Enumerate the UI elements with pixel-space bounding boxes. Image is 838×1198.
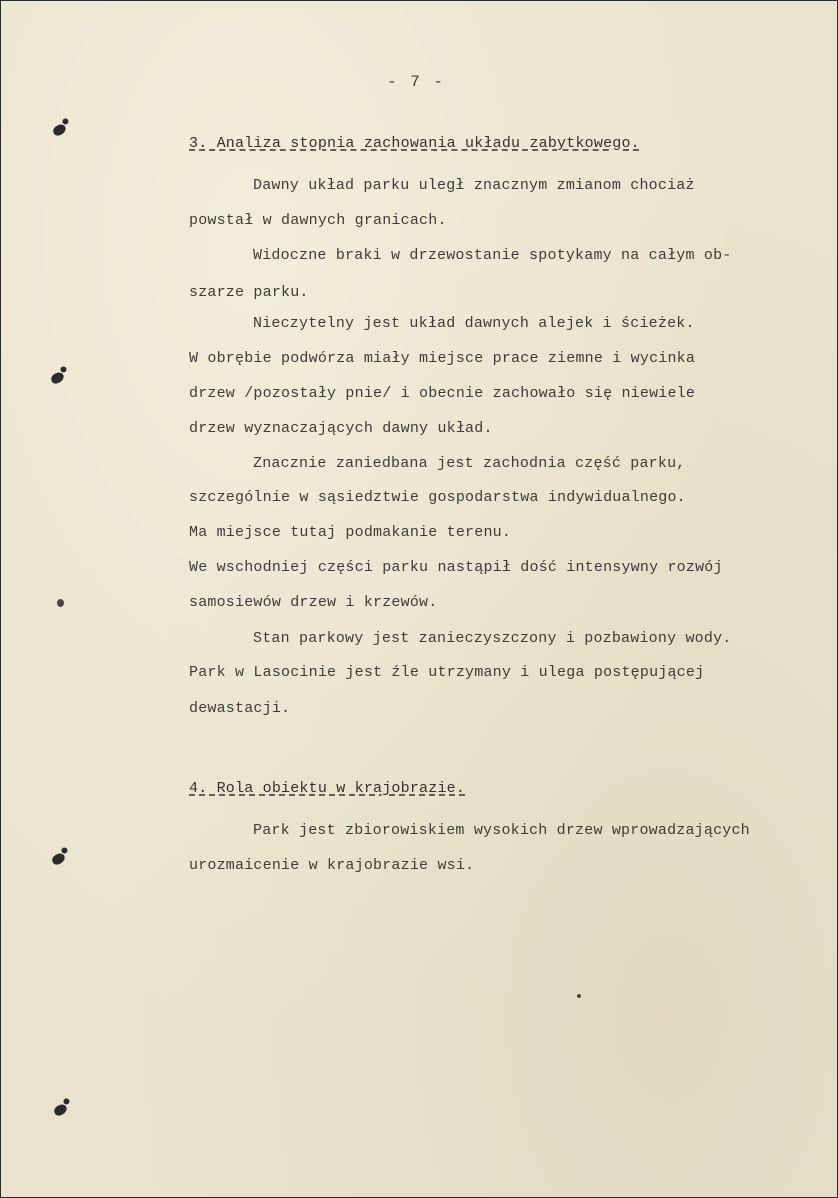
punch-hole-mark: [51, 852, 67, 866]
section-heading: 4. Rola obiektu w krajobrazie.: [189, 780, 466, 797]
body-text-line: Widoczne braki w drzewostanie spotykamy na całym ob-: [253, 247, 732, 264]
body-text-line: drzew wyznaczających dawny układ.: [189, 420, 493, 437]
document-page: [1, 1, 837, 1197]
section-heading: 3. Analiza stopnia zachowania układu zabytkowego.: [189, 135, 640, 152]
page-number: - 7 -: [387, 73, 446, 91]
ink-speck: [577, 994, 581, 998]
body-text-line: Park w Lasocinie jest źle utrzymany i ulega postępującej: [189, 664, 705, 681]
body-text-line: dewastacji.: [189, 700, 291, 717]
body-text-line: W obrębie podwórza miały miejsce prace ziemne i wycinka: [189, 350, 696, 367]
punch-hole-mark: [52, 123, 68, 137]
punch-hole-mark: [50, 371, 66, 385]
body-text-line: drzew /pozostały pnie/ i obecnie zachowało się niewiele: [189, 385, 696, 402]
body-text-line: Park jest zbiorowiskiem wysokich drzew wprowadzających: [253, 822, 750, 839]
body-text-line: urozmaicenie w krajobrazie wsi.: [189, 857, 475, 874]
body-text-line: Ma miejsce tutaj podmakanie terenu.: [189, 524, 512, 541]
punch-hole-mark: [53, 1103, 69, 1117]
body-text-line: szczególnie w sąsiedztwie gospodarstwa indywidualnego.: [189, 489, 686, 506]
body-text-line: Nieczytelny jest układ dawnych alejek i ścieżek.: [253, 315, 695, 332]
body-text-line: samosiewów drzew i krzewów.: [189, 594, 438, 611]
ink-speck: [57, 599, 64, 607]
body-text-line: We wschodniej części parku nastąpił dość intensywny rozwój: [189, 559, 723, 576]
body-text-line: Dawny układ parku uległ znacznym zmianom chociaż: [253, 177, 695, 194]
body-text-line: szarze parku.: [189, 284, 309, 301]
body-text-line: powstał w dawnych granicach.: [189, 212, 447, 229]
body-text-line: Znacznie zaniedbana jest zachodnia część parku,: [253, 455, 686, 472]
body-text-line: Stan parkowy jest zanieczyszczony i pozbawiony wody.: [253, 630, 732, 647]
